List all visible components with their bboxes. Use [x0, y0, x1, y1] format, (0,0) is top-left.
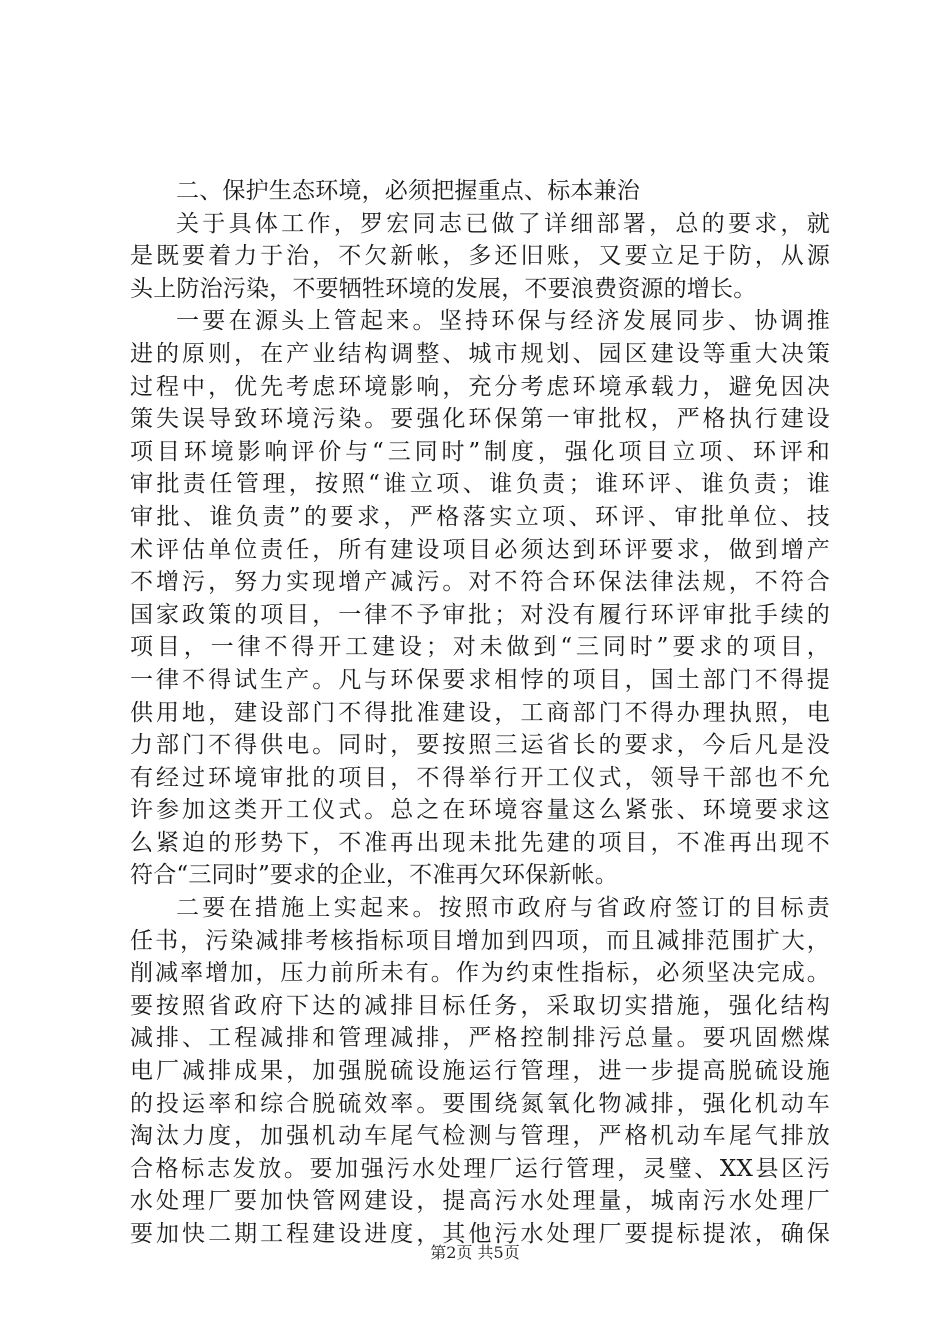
paragraph-line: 任书，污染减排考核指标项目增加到四项，而且减排范围扩大，	[130, 927, 830, 954]
paragraph-line: 关于具体工作，罗宏同志已做了详细部署，总的要求，就	[176, 210, 830, 237]
paragraph-line: 术评估单位责任，所有建设项目必须达到环评要求，做到增产	[130, 536, 830, 563]
paragraph-line: 国家政策的项目，一律不予审批；对没有履行环评审批手续的	[130, 601, 830, 628]
page-number-footer: 第2页 共5页	[430, 1243, 520, 1262]
paragraph-line: 力部门不得供电。同时，要按照三运省长的要求，今后凡是没	[130, 732, 830, 759]
paragraph-line: 的投运率和综合脱硫效率。要围绕氮氧化物减排，强化机动车	[130, 1090, 830, 1117]
paragraph-line: 不增污，努力实现增产减污。对不符合环保法律法规，不符合	[130, 569, 830, 596]
paragraph-line: 淘汰力度，加强机动车尾气检测与管理，严格机动车尾气排放	[130, 1123, 830, 1150]
paragraph-line: 要按照省政府下达的减排目标任务，采取切实措施，强化结构	[130, 992, 830, 1019]
paragraph-line: 么紧迫的形势下，不准再出现未批先建的项目，不准再出现不	[130, 829, 830, 856]
paragraph-line: 减排、工程减排和管理减排，严格控制排污总量。要巩固燃煤	[130, 1025, 830, 1052]
paragraph-line: 有经过环境审批的项目，不得举行开工仪式，领导干部也不允	[130, 764, 830, 791]
paragraph-line: 要加快二期工程建设进度，其他污水处理厂要提标提浓，确保	[130, 1221, 830, 1247]
paragraph-line: 是既要着力于治，不欠新帐，多还旧账，又要立足于防，从源	[130, 243, 830, 270]
paragraph-line: 许参加这类开工仪式。总之在环境容量这么紧张、环境要求这	[130, 797, 830, 824]
paragraph-line: 项目，一律不得开工建设；对未做到“三同时”要求的项目，	[130, 634, 830, 661]
paragraph-line: 合格标志发放。要加强污水处理厂运行管理，灵璧、XX县区污	[130, 1155, 830, 1182]
paragraph-line: 供用地，建设部门不得批准建设，工商部门不得办理执照，电	[130, 699, 830, 726]
paragraph-line: 二要在措施上实起来。按照市政府与省政府签订的目标责	[176, 895, 830, 922]
section-heading: 二、保护生态环境，必须把握重点、标本兼治	[176, 178, 640, 204]
paragraph-line: 审批、谁负责”的要求，严格落实立项、环评、审批单位、技	[130, 503, 830, 530]
paragraph-line: 电厂减排成果，加强脱硫设施运行管理，进一步提高脱硫设施	[130, 1058, 830, 1085]
paragraph-line: 头上防治污染，不要牺牲环境的发展，不要浪费资源的增长。	[130, 275, 757, 302]
paragraph-line: 一要在源头上管起来。坚持环保与经济发展同步、协调推	[176, 308, 830, 335]
paragraph-line: 审批责任管理，按照“谁立项、谁负责；谁环评、谁负责；谁	[130, 471, 830, 498]
paragraph-line: 水处理厂要加快管网建设，提高污水处理量，城南污水处理厂	[130, 1188, 830, 1215]
paragraph-line: 符合“三同时”要求的企业，不准再欠环保新帐。	[130, 862, 618, 889]
paragraph-line: 项目环境影响评价与“三同时”制度，强化项目立项、环评和	[130, 438, 830, 465]
paragraph-line: 削减率增加，压力前所未有。作为约束性指标，必须坚决完成。	[130, 960, 830, 987]
paragraph-line: 一律不得试生产。凡与环保要求相悖的项目，国土部门不得提	[130, 666, 830, 693]
paragraph-line: 进的原则，在产业结构调整、城市规划、园区建设等重大决策	[130, 340, 830, 367]
paragraph-line: 策失误导致环境污染。要强化环保第一审批权，严格执行建设	[130, 406, 830, 433]
document-body	[130, 175, 830, 1251]
paragraph-line: 过程中，优先考虑环境影响，充分考虑环境承载力，避免因决	[130, 373, 830, 400]
